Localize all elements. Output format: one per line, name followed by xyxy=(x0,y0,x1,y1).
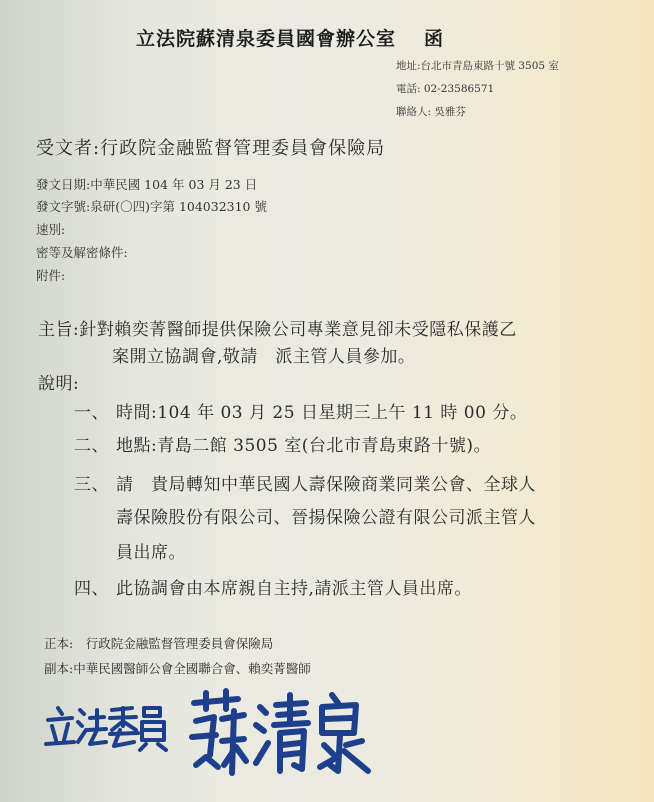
secrecy-level: 密等及解密條件: xyxy=(36,245,128,260)
office-name: 立法院蘇清泉委員國會辦公室 xyxy=(136,28,397,50)
document-type: 函 xyxy=(424,28,445,50)
explanation-item-4 xyxy=(74,574,472,599)
explanation-item-3 xyxy=(74,470,536,495)
item-number: 四、 xyxy=(74,579,109,599)
carbon-copy-recipients: 副本:中華民國醫師公會全國聯合會、賴奕菁醫師 xyxy=(44,661,311,676)
attachments: 附件: xyxy=(36,268,66,283)
legislator-stamp xyxy=(40,690,170,770)
item-text: 請 貴局轉知中華民國人壽保險商業同業公會、全球人 xyxy=(116,475,536,495)
issue-date: 發文日期:中華民國 104 年 03 月 23 日 xyxy=(36,177,258,192)
item-number: 二、 xyxy=(74,436,109,456)
document-title xyxy=(136,24,444,51)
contact-person: 聯絡人: 吳雅芬 xyxy=(396,106,466,118)
subject-line-1: 主旨:針對賴奕菁醫師提供保險公司專業意見卻未受隱私保護乙 xyxy=(38,320,517,340)
item-text: 此協調會由本席親自主持,請派主管人員出席。 xyxy=(116,579,472,599)
recipient: 受文者:行政院金融監督管理委員會保險局 xyxy=(36,138,386,159)
item-text: 地點:青島二館 3505 室(台北市青島東路十號)。 xyxy=(116,436,492,456)
reference-number: 發文字號:泉研(〇四)字第 104032310 號 xyxy=(36,199,267,214)
item-text: 時間:104 年 03 月 25 日星期三上午 11 時 00 分。 xyxy=(116,403,528,423)
delivery-speed: 速別: xyxy=(36,222,66,237)
item-number: 一、 xyxy=(74,403,109,423)
explanation-item-1 xyxy=(74,398,527,423)
explanation-heading: 說明: xyxy=(38,374,80,394)
main-copy-recipient: 正本: 行政院金融監督管理委員會保險局 xyxy=(44,636,274,651)
contact-phone: 電話: 02-23586571 xyxy=(396,83,495,95)
explanation-item-3-line-3: 員出席。 xyxy=(116,543,186,563)
item-number: 三、 xyxy=(74,475,109,495)
explanation-item-3-line-2: 壽保險股份有限公司、晉揚保險公證有限公司派主管人 xyxy=(116,508,536,528)
explanation-item-2 xyxy=(74,431,491,456)
signature xyxy=(184,685,374,780)
subject-line-2: 案開立協調會,敬請 派主管人員參加。 xyxy=(112,347,416,367)
contact-address: 地址:台北市青島東路十號 3505 室 xyxy=(396,60,559,72)
